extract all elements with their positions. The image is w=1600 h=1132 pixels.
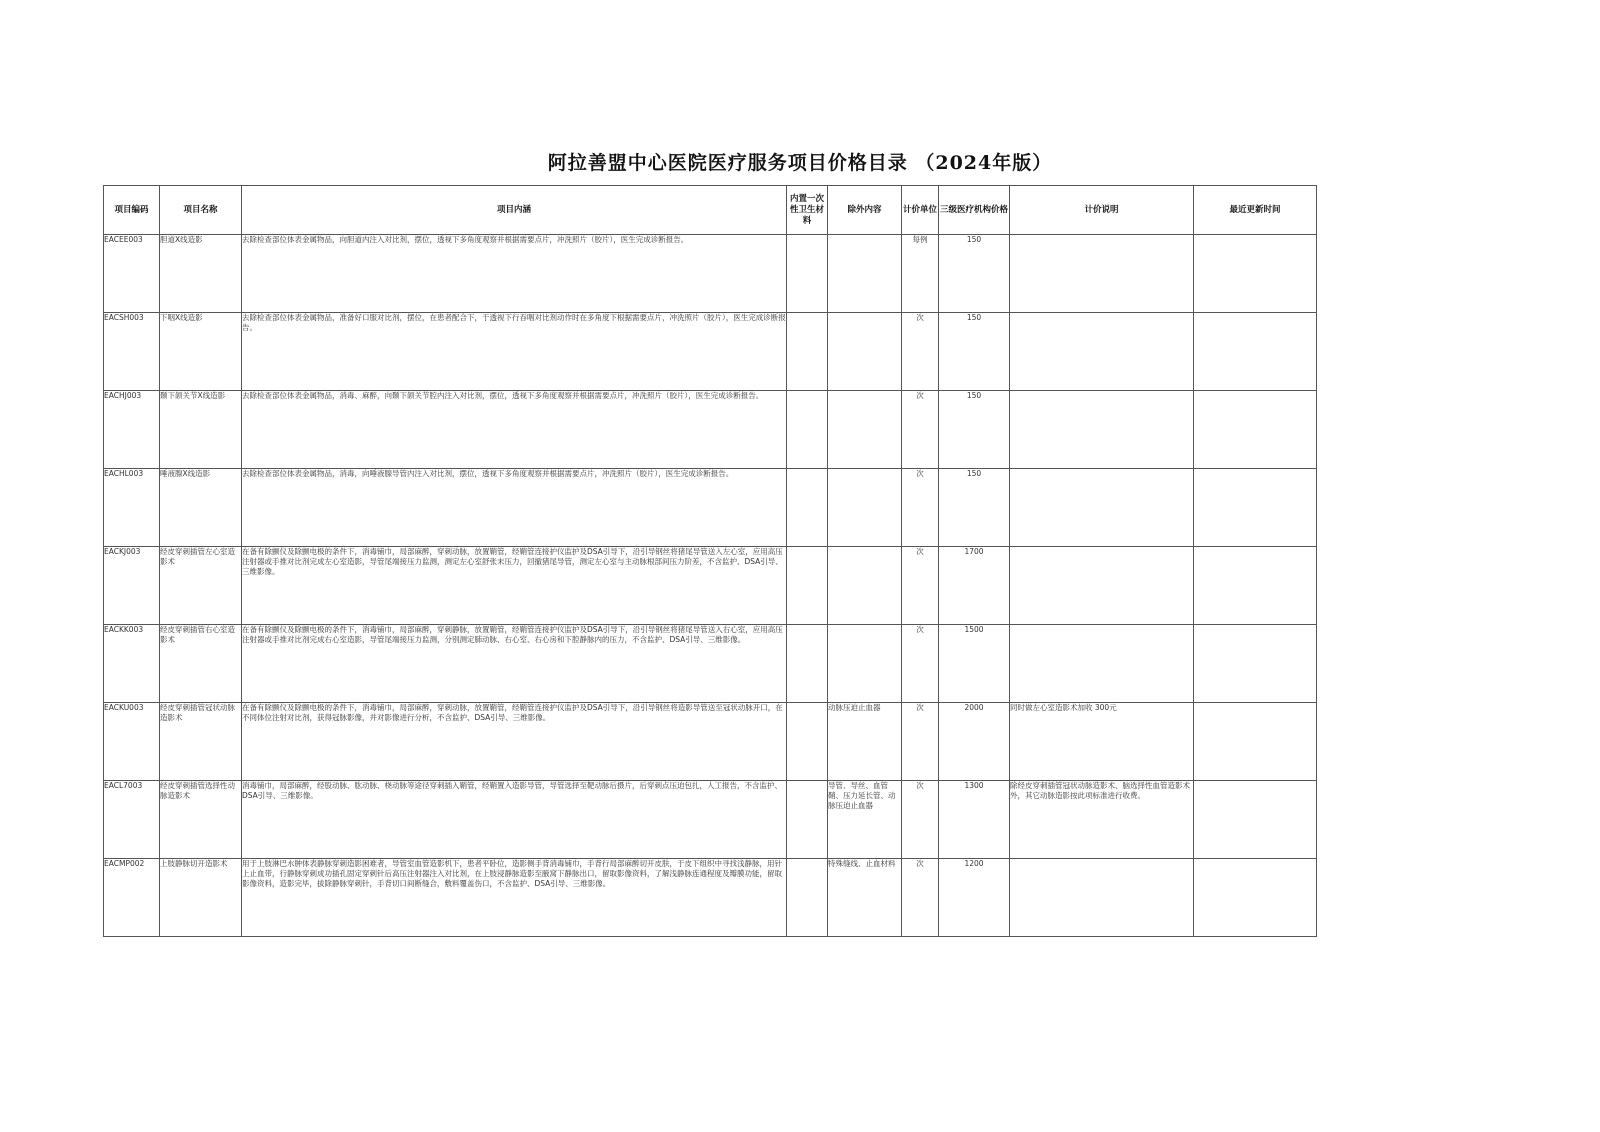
item-price: 150 (939, 391, 1010, 469)
item-updated (1194, 469, 1317, 547)
item-unit: 次 (902, 781, 939, 859)
item-consumables (787, 781, 828, 859)
item-content: 在备有除颤仪及除颤电极的条件下，消毒铺巾，局部麻醉，穿刺静脉，放置鞘管，经鞘管连接护仪监护及DSA引导下，沿引导钢丝将猪尾导管送入右心室，应用高压注射器或手推对比剂完成右心室造影，导管尾端接压力监测，分别测定肺动脉、右心室、右心房和下腔静脉内的压力，不含监护、DSA引导、三维影像。 (242, 625, 787, 703)
item-code: EACKU003 (104, 703, 160, 781)
table-row (104, 391, 1317, 469)
item-excluded (828, 235, 902, 313)
item-unit: 次 (902, 547, 939, 625)
item-updated (1194, 703, 1317, 781)
item-excluded (828, 547, 902, 625)
col-header-content: 项目内涵 (242, 186, 787, 235)
page-title: 阿拉善盟中心医院医疗服务项目价格目录 （2024年版） (547, 152, 1053, 174)
item-price: 1200 (939, 859, 1010, 937)
item-code: EACKJ003 (104, 547, 160, 625)
item-consumables (787, 391, 828, 469)
item-consumables (787, 703, 828, 781)
item-unit: 次 (902, 391, 939, 469)
item-content: 去除检查部位体表金属物品，消毒、麻醉，向颞下颌关节腔内注入对比剂，摆位，透视下多角度观察并根据需要点片，冲洗照片（胶片），医生完成诊断报告。 (242, 391, 787, 469)
item-name: 上肢静脉切开造影术 (160, 859, 242, 937)
item-name: 经皮穿刺插管左心室造影术 (160, 547, 242, 625)
item-note: 同时做左心室造影术加收 300元 (1010, 703, 1194, 781)
item-code: EACL7003 (104, 781, 160, 859)
item-content: 在备有除颤仪及除颤电极的条件下，消毒铺巾，局部麻醉，穿刺动脉，放置鞘管，经鞘管连接护仪监护及DSA引导下，沿引导钢丝将造影导管送至冠状动脉开口，在不同体位注射对比剂，获得冠脉影像，并对影像进行分析，不含监护、DSA引导、三维影像。 (242, 703, 787, 781)
item-excluded (828, 313, 902, 391)
col-header-price: 三级医疗机构价格 (939, 186, 1010, 235)
item-excluded: 特殊缝线、止血材料 (828, 859, 902, 937)
item-price: 150 (939, 469, 1010, 547)
col-header-updated: 最近更新时间 (1194, 186, 1317, 235)
item-name: 经皮穿刺插管选择性动脉造影术 (160, 781, 242, 859)
col-header-unit: 计价单位 (902, 186, 939, 235)
item-note: 除经皮穿刺插管冠状动脉造影术、脑选择性血管造影术外，其它动脉造影按此项标准进行收费。 (1010, 781, 1194, 859)
item-name: 胆道X线造影 (160, 235, 242, 313)
price-table (103, 185, 1317, 937)
item-note (1010, 547, 1194, 625)
item-excluded (828, 625, 902, 703)
item-code: EACHL003 (104, 469, 160, 547)
item-content: 去除检查部位体表金属物品，消毒，向唾液腺导管内注入对比剂，摆位，透视下多角度观察并根据需要点片，冲洗照片（胶片），医生完成诊断报告。 (242, 469, 787, 547)
item-content: 消毒铺巾，局部麻醉，经股动脉、肱动脉、桡动脉等途径穿刺插入鞘管，经鞘置入造影导管，导管选择至靶动脉后摄片，后穿刺点压迫包扎，人工报告，不含监护、DSA引导、三维影像。 (242, 781, 787, 859)
item-consumables (787, 625, 828, 703)
table-row (104, 625, 1317, 703)
item-updated (1194, 391, 1317, 469)
item-note (1010, 859, 1194, 937)
item-unit: 次 (902, 469, 939, 547)
item-note (1010, 625, 1194, 703)
item-code: EACHJ003 (104, 391, 160, 469)
item-price: 1300 (939, 781, 1010, 859)
table-row (104, 703, 1317, 781)
item-price: 1500 (939, 625, 1010, 703)
item-note (1010, 469, 1194, 547)
item-unit: 次 (902, 313, 939, 391)
item-consumables (787, 859, 828, 937)
item-content: 用于上肢淋巴水肿体表静脉穿刺造影困难者，导管室血管造影机下，患者平卧位，造影侧手背消毒铺巾，手背行局部麻醉切开皮肤，于皮下组织中寻找浅静脉，用针上止血带，行静脉穿刺成功插孔固定穿刺针后高压注射器注入对比剂，在上肢浸静脉造影至腋窝下静脉出口，留取影像资料，了解浅静脉连通程度及瓣膜功能，留取影像资料，造影完毕，拔除静脉穿刺针，手背切口间断缝合，敷料覆盖伤口，不含监护、DSA引导、三维影像。 (242, 859, 787, 937)
item-consumables (787, 469, 828, 547)
item-updated (1194, 313, 1317, 391)
item-updated (1194, 781, 1317, 859)
table-row (104, 313, 1317, 391)
item-updated (1194, 547, 1317, 625)
col-header-excluded: 除外内容 (828, 186, 902, 235)
col-header-code: 项目编码 (104, 186, 160, 235)
table-body (104, 235, 1317, 937)
item-consumables (787, 313, 828, 391)
table-row (104, 547, 1317, 625)
item-content: 去除检查部位体表金属物品，向胆道内注入对比剂，摆位，透视下多角度观察并根据需要点片，冲洗照片（胶片），医生完成诊断报告。 (242, 235, 787, 313)
item-price: 150 (939, 235, 1010, 313)
item-updated (1194, 859, 1317, 937)
item-name: 唾液腺X线造影 (160, 469, 242, 547)
table-row (104, 859, 1317, 937)
table-row (104, 235, 1317, 313)
item-code: EACEE003 (104, 235, 160, 313)
item-updated (1194, 235, 1317, 313)
item-note (1010, 313, 1194, 391)
item-excluded (828, 469, 902, 547)
header-row (104, 186, 1317, 235)
item-price: 1700 (939, 547, 1010, 625)
col-header-consumables: 内置一次性卫生材料 (787, 186, 828, 235)
item-name: 经皮穿刺插管冠状动脉造影术 (160, 703, 242, 781)
col-header-name: 项目名称 (160, 186, 242, 235)
item-name: 经皮穿刺插管右心室造影术 (160, 625, 242, 703)
item-name: 颞下颌关节X线造影 (160, 391, 242, 469)
item-content: 去除检查部位体表金属物品，准备好口服对比剂，摆位，在患者配合下，于透视下行吞咽对比剂动作时在多角度下根据需要点片，冲洗照片（胶片），医生完成诊断报告。 (242, 313, 787, 391)
item-excluded: 动脉压迫止血器 (828, 703, 902, 781)
item-code: EACMP002 (104, 859, 160, 937)
item-excluded (828, 391, 902, 469)
item-consumables (787, 235, 828, 313)
item-unit: 次 (902, 859, 939, 937)
item-unit: 次 (902, 703, 939, 781)
item-price: 150 (939, 313, 1010, 391)
item-code: EACSH003 (104, 313, 160, 391)
item-updated (1194, 625, 1317, 703)
item-code: EACKK003 (104, 625, 160, 703)
item-note (1010, 391, 1194, 469)
item-excluded: 导管、导丝、血管鞘、压力延长管、动脉压迫止血器 (828, 781, 902, 859)
item-note (1010, 235, 1194, 313)
item-price: 2000 (939, 703, 1010, 781)
col-header-note: 计价说明 (1010, 186, 1194, 235)
item-consumables (787, 547, 828, 625)
item-unit: 每例 (902, 235, 939, 313)
table-row (104, 469, 1317, 547)
table-row (104, 781, 1317, 859)
item-content: 在备有除颤仪及除颤电极的条件下，消毒铺巾，局部麻醉，穿刺动脉，放置鞘管，经鞘管连接护仪监护及DSA引导下，沿引导钢丝将猪尾导管送入左心室，应用高压注射器或手推对比剂完成左心室造影，导管尾端接压力监测，测定左心室舒张末压力，回撤猪尾导管，测定左心室与主动脉根部间压力阶差，不含监护、DSA引导、三维影像。 (242, 547, 787, 625)
item-name: 下咽X线造影 (160, 313, 242, 391)
item-unit: 次 (902, 625, 939, 703)
